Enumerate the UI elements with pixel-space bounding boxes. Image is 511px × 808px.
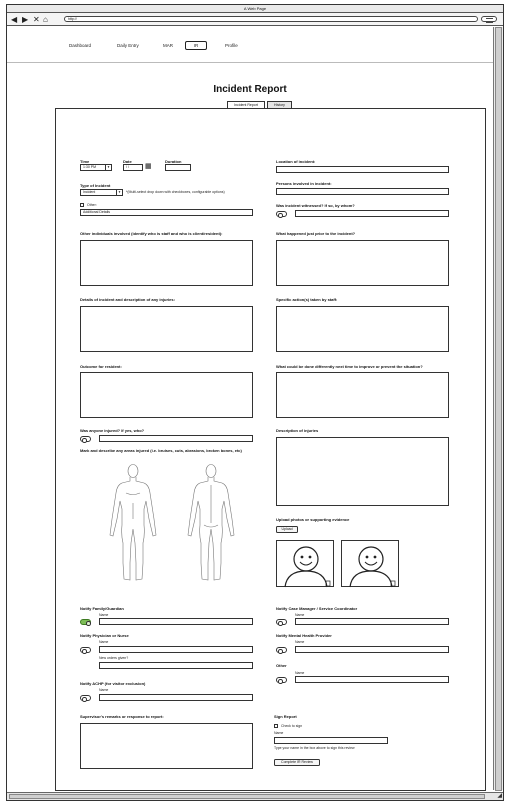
sign-checkbox[interactable]: [274, 724, 278, 728]
different-label: What could be done differently next time to improve or prevent the situation?: [276, 364, 423, 369]
details-textarea[interactable]: [80, 306, 253, 352]
other-individuals-label: Other individuals involved (identify who is staff and who is client/resident):: [80, 231, 223, 236]
tab-incident-report[interactable]: Incident Report: [227, 101, 265, 108]
photo-placeholder-icon: [277, 541, 335, 588]
notify-family-name-field[interactable]: [99, 618, 253, 625]
actions-label: Specific action(s) taken by staff:: [276, 297, 338, 302]
injuries-desc-textarea[interactable]: [276, 437, 449, 506]
notify-mental-name-field[interactable]: [295, 646, 449, 653]
notify-physician-label: Notify Physician or Nurse: [80, 633, 129, 638]
back-icon[interactable]: ◀: [11, 15, 18, 24]
other-notify-toggle[interactable]: [276, 677, 287, 683]
mark-injuries-label: Mark and describe any areas injured (i.e. bruises, cuts, abrasions, broken bones, etc): [80, 448, 242, 453]
photo-placeholder-icon: [342, 541, 400, 588]
nav-item-profile[interactable]: Profile: [225, 43, 238, 48]
injuries-desc-label: Description of injuries: [276, 428, 319, 433]
injured-label: Was anyone injured? If yes, who?: [80, 428, 145, 433]
calendar-icon[interactable]: ▦: [145, 163, 152, 170]
other-label: Other:: [87, 203, 97, 207]
complete-ir-review-button[interactable]: Complete IR Review: [274, 759, 320, 766]
outcome-label: Outcome for resident:: [80, 364, 122, 369]
photo-thumbnail[interactable]: [341, 540, 399, 587]
home-icon[interactable]: ⌂: [43, 15, 48, 24]
notify-case-label: Notify Case Manager / Service Coordinator: [276, 606, 358, 611]
notify-case-name-field[interactable]: [295, 618, 449, 625]
injured-field[interactable]: [99, 435, 253, 442]
persons-label: Persons involved in incident:: [276, 181, 332, 186]
horizontal-scroll-thumb[interactable]: [9, 794, 485, 799]
page-title: Incident Report: [213, 84, 287, 95]
supervisor-textarea[interactable]: [80, 723, 253, 769]
browser-toolbar: [7, 13, 503, 26]
time-label: Time: [80, 159, 90, 164]
name-label: Name: [99, 640, 109, 644]
actions-textarea[interactable]: [276, 306, 449, 352]
notify-physician-toggle[interactable]: [80, 647, 91, 653]
type-value: Incident: [83, 190, 96, 194]
injured-toggle[interactable]: [80, 436, 91, 442]
location-field[interactable]: [276, 166, 449, 173]
witnessed-toggle[interactable]: [276, 211, 287, 217]
body-back-diagram[interactable]: [182, 463, 240, 585]
sign-report-label: Sign Report: [274, 714, 297, 719]
type-label: Type of Incident: [80, 183, 111, 188]
notify-achp-name-field[interactable]: [99, 694, 253, 701]
other-checkbox[interactable]: [80, 203, 84, 207]
name-label: Name: [295, 613, 305, 617]
notify-mental-toggle[interactable]: [276, 647, 287, 653]
horizontal-scrollbar[interactable]: [7, 792, 503, 800]
outcome-textarea[interactable]: [80, 372, 253, 418]
notify-physician-name-field[interactable]: [99, 646, 253, 653]
name-label: Name: [295, 640, 305, 644]
new-orders-field[interactable]: [99, 662, 253, 669]
notify-case-toggle[interactable]: [276, 619, 287, 625]
duration-label: Duration: [165, 159, 182, 164]
window-titlebar: [7, 5, 503, 13]
nav-item-ir[interactable]: IR: [185, 41, 207, 50]
window-title: A Web Page: [243, 6, 267, 11]
upload-button[interactable]: Upload: [276, 526, 298, 533]
close-icon[interactable]: ✕: [33, 15, 40, 24]
other-notify-label: Other: [276, 663, 287, 668]
incident-form-panel: [55, 108, 486, 791]
browser-menu-icon[interactable]: [481, 16, 497, 22]
other-individuals-textarea[interactable]: [80, 240, 253, 286]
notify-achp-label: Notify ACHP (for visitor exclusion): [80, 681, 146, 686]
persons-field[interactable]: [276, 188, 449, 195]
type-note: *(Multi-select drop down with checkboxes, configurable options): [126, 190, 225, 194]
sign-name-field[interactable]: [274, 737, 388, 744]
new-orders-label: New orders given?: [99, 656, 129, 660]
different-textarea[interactable]: [276, 372, 449, 418]
prior-label: What happened just prior to the incident?: [276, 231, 356, 236]
supervisor-label: Supervisor's remarks or response to report:: [80, 714, 164, 719]
duration-field[interactable]: [165, 164, 191, 171]
name-label: Name: [99, 613, 109, 617]
details-label: Details of incident and description of any injuries:: [80, 297, 175, 302]
date-label: Date: [123, 159, 132, 164]
type-select[interactable]: [80, 189, 123, 196]
sign-name-label: Name: [274, 731, 284, 735]
witnessed-field[interactable]: [295, 210, 449, 217]
browser-window: [6, 4, 504, 801]
witnessed-label: Was incident witnessed? If so, by whom?: [276, 203, 355, 208]
nav-item-dashboard[interactable]: Dashboard: [69, 43, 92, 48]
notify-achp-toggle[interactable]: [80, 695, 91, 701]
date-field[interactable]: / /: [123, 164, 143, 171]
other-notify-name-field[interactable]: [295, 676, 449, 683]
location-label: Location of incident:: [276, 159, 316, 164]
vertical-scrollbar[interactable]: [493, 27, 503, 790]
vertical-scroll-thumb[interactable]: [495, 27, 502, 791]
time-value: 1:30 PM: [83, 165, 97, 169]
notify-mental-label: Notify Mental Health Provider: [276, 633, 332, 638]
resize-handle-icon[interactable]: ◢: [497, 793, 502, 799]
chevron-down-icon: ▾: [105, 165, 111, 170]
page-content: [7, 27, 493, 790]
top-navigation: [7, 27, 493, 63]
time-select[interactable]: [80, 164, 112, 171]
notify-family-toggle[interactable]: [80, 619, 91, 625]
notify-family-label: Notify Family/Guardian: [80, 606, 124, 611]
prior-textarea[interactable]: [276, 240, 449, 286]
other-details-field[interactable]: Additional Details: [80, 209, 253, 216]
url-bar[interactable]: http://: [64, 16, 478, 22]
check-sign-label: Check to sign: [281, 724, 303, 728]
body-front-diagram[interactable]: [104, 463, 162, 585]
nav-item-daily-entry[interactable]: Daily Entry: [117, 43, 139, 48]
photo-thumbnail[interactable]: [276, 540, 334, 587]
nav-item-mar[interactable]: MAR: [163, 43, 173, 48]
sign-hint: Type your name in the box above to sign this review: [274, 746, 355, 750]
name-label: Name: [295, 671, 305, 675]
chevron-down-icon: ▾: [116, 190, 122, 195]
upload-label: Upload photos or supporting evidence: [276, 517, 350, 522]
tab-history[interactable]: History: [267, 101, 292, 108]
forward-icon[interactable]: ▶: [22, 15, 29, 24]
name-label: Name: [99, 688, 109, 692]
